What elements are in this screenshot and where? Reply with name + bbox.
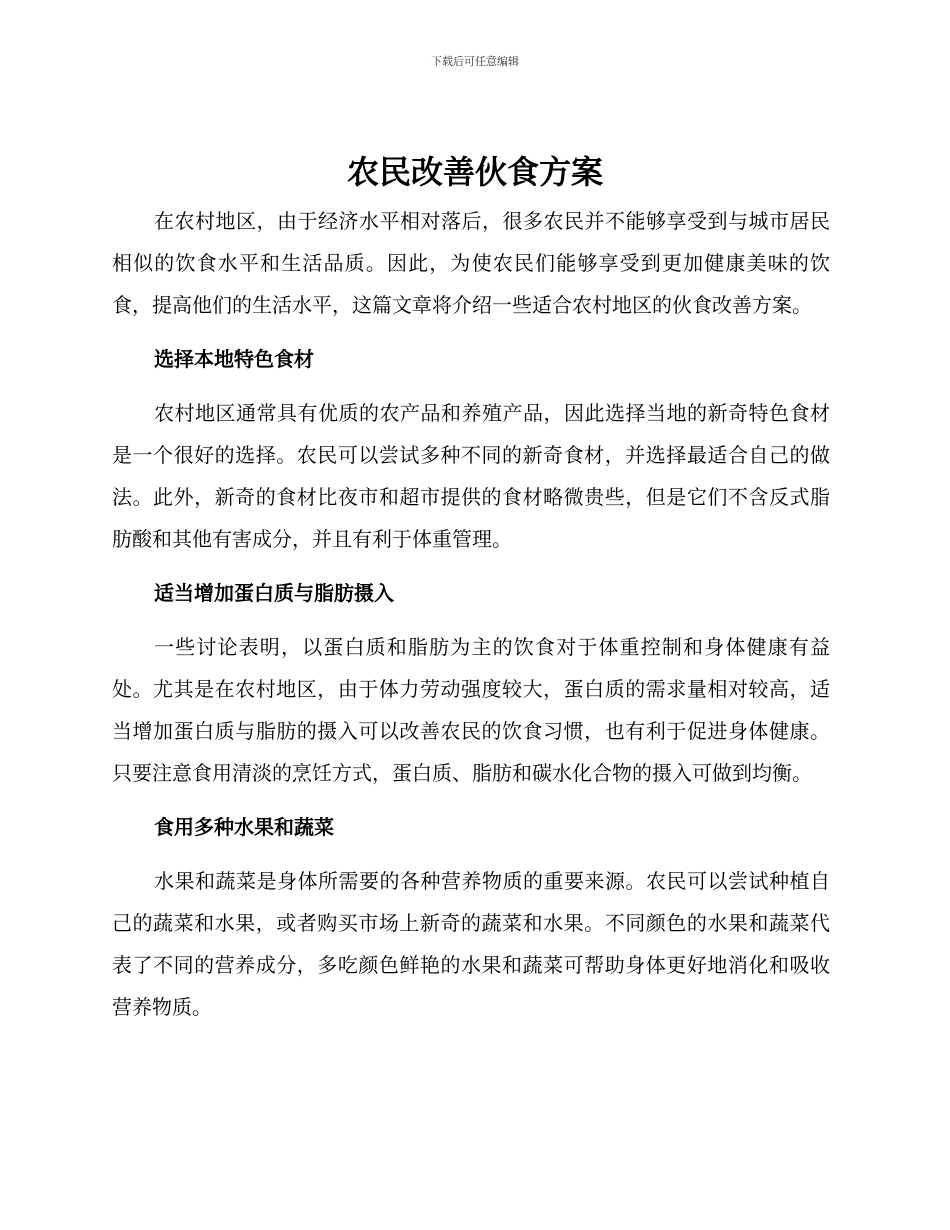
section-paragraph-protein-fat: 一些讨论表明，以蛋白质和脂肪为主的饮食对于体重控制和身体健康有益处。尤其是在农村地区，由于体力劳动强度较大，蛋白质的需求量相对较高，适当增加蛋白质与脂肪的摄入可以改善农民的饮食习惯，也有利于促进身体健康。只要注意食用清淡的烹饪方式，蛋白质、脂肪和碳水化合物的摄入可做到均衡。	[112, 635, 830, 785]
document-body	[112, 200, 830, 1028]
document-title: 农民改善伙食方案	[346, 153, 603, 191]
header-note: 下载后可任意编辑	[431, 55, 519, 68]
section-heading-local-ingredients: 选择本地特色食材	[154, 347, 314, 371]
section-paragraph-local-ingredients: 农村地区通常具有优质的农产品和养殖产品，因此选择当地的新奇特色食材是一个很好的选择。农民可以尝试多种不同的新奇食材，并选择最适合自己的做法。此外，新奇的食材比夜市和超市提供的食材略微贵些，但是它们不含反式脂肪酸和其他有害成分，并且有利于体重管理。	[112, 401, 830, 551]
section-heading-protein-fat: 适当增加蛋白质与脂肪摄入	[154, 581, 394, 605]
section-heading-fruits-vegetables: 食用多种水果和蔬菜	[154, 815, 334, 839]
intro-paragraph: 在农村地区，由于经济水平相对落后，很多农民并不能够享受到与城市居民相似的饮食水平和生活品质。因此，为使农民们能够享受到更加健康美味的饮食，提高他们的生活水平，这篇文章将介绍一些适合农村地区的伙食改善方案。	[112, 209, 830, 317]
section-paragraph-fruits-vegetables: 水果和蔬菜是身体所需要的各种营养物质的重要来源。农民可以尝试种植自己的蔬菜和水果，或者购买市场上新奇的蔬菜和水果。不同颜色的水果和蔬菜代表了不同的营养成分，多吃颜色鲜艳的水果和蔬菜可帮助身体更好地消化和吸收营养物质。	[112, 869, 830, 1019]
